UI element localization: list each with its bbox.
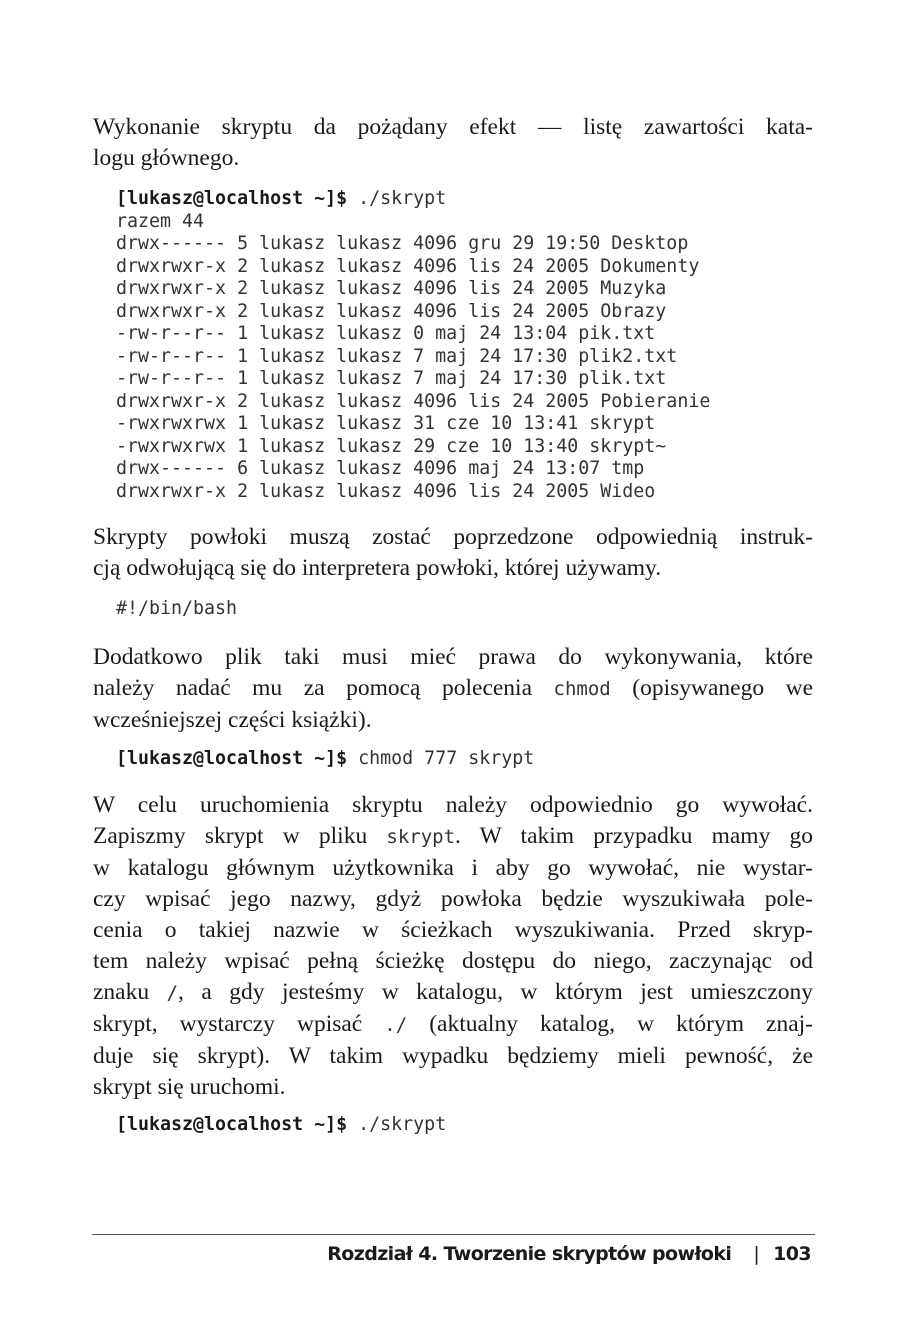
page-footer xyxy=(327,1241,811,1267)
text-line: czy wpisać jego nazwy, gdyż powłoka będzie wyszukiwała pole- xyxy=(93,886,813,912)
inline-code: / xyxy=(166,982,179,1004)
output-line: razem 44 xyxy=(116,210,205,232)
output-line: drwxrwxr-x 2 lukasz lukasz 4096 lis 24 2005 Muzyka xyxy=(116,278,667,299)
text-fragment: znaku xyxy=(93,979,167,1005)
text-line: tem należy wpisać pełną ścieżkę dostępu do niego, zaczynając od xyxy=(93,948,813,974)
text-line: Skrypty powłoki muszą zostać poprzedzone odpowiednią instruk- xyxy=(93,524,813,550)
text-fragment: (opisywanego we xyxy=(610,675,814,701)
inline-code: chmod xyxy=(553,678,611,700)
inline-code: ./ xyxy=(384,1014,408,1036)
text-line: cenia o takiej nazwie w ścieżkach wyszukiwania. Przed skryp- xyxy=(93,917,813,943)
text-line: cją odwołującą się do interpretera powłoki, której używamy. xyxy=(93,555,662,581)
shebang-line: #!/bin/bash xyxy=(116,598,238,619)
text-fragment: skrypt, wystarczy wpisać xyxy=(93,1011,385,1037)
text-line: Dodatkowo plik taki musi mieć prawa do wykonywania, które xyxy=(93,644,813,670)
text-line: W celu uruchomienia skryptu należy odpowiednio go wywołać. xyxy=(93,792,813,818)
output-line: -rw-r--r-- 1 lukasz lukasz 7 maj 24 17:30 plik.txt xyxy=(116,368,667,389)
footer-divider xyxy=(92,1234,815,1235)
output-line: -rw-r--r-- 1 lukasz lukasz 0 maj 24 13:04 pik.txt xyxy=(116,323,656,344)
text-fragment: Zapiszmy skrypt w pliku xyxy=(93,823,387,849)
paragraph-intro xyxy=(93,112,813,174)
text-line: Wykonanie skryptu da pożądany efekt — listę zawartości kata- xyxy=(93,114,813,140)
text-line: wcześniejszej części książki). xyxy=(93,707,372,733)
text-line: logu głównego. xyxy=(93,145,240,171)
output-line: drwx------ 6 lukasz lukasz 4096 maj 24 13:07 tmp xyxy=(116,458,645,479)
shell-prompt: [lukasz@localhost ~]$ xyxy=(116,748,348,769)
output-line: drwxrwxr-x 2 lukasz lukasz 4096 lis 24 2005 Dokumenty xyxy=(116,255,700,277)
output-line: drwxrwxr-x 2 lukasz lukasz 4096 lis 24 2005 Obrazy xyxy=(116,300,667,322)
text-fragment: , a gdy jesteśmy w katalogu, w którym jest umieszczony xyxy=(178,979,813,1005)
shell-command: ./skrypt xyxy=(347,1114,447,1135)
output-line: -rwxrwxrwx 1 lukasz lukasz 31 cze 10 13:41 skrypt xyxy=(116,413,656,434)
text-fragment: należy nadać mu za pomocą polecenia xyxy=(93,675,554,701)
shell-prompt: [lukasz@localhost ~]$ xyxy=(116,1114,348,1135)
footer-separator: | xyxy=(753,1243,760,1265)
text-fragment: . W takim przypadku mamy go xyxy=(455,823,813,849)
output-line: drwxrwxr-x 2 lukasz lukasz 4096 lis 24 2005 Wideo xyxy=(116,480,656,502)
chapter-title: Rozdział 4. Tworzenie skryptów powłoki xyxy=(327,1243,732,1265)
shell-command: ./skrypt xyxy=(347,188,447,209)
text-line xyxy=(93,977,813,1009)
paragraph-shebang-intro xyxy=(93,522,813,584)
code-block-listing xyxy=(116,188,710,503)
text-fragment: (aktualny katalog, w którym znaj- xyxy=(407,1011,813,1037)
output-line: -rw-r--r-- 1 lukasz lukasz 7 maj 24 17:30 plik2.txt xyxy=(116,345,678,367)
text-line xyxy=(93,821,813,853)
text-line xyxy=(93,1009,813,1041)
inline-code: skrypt xyxy=(386,826,456,848)
text-line: duje się skrypt). W takim wypadku będziemy mieli pewność, że xyxy=(93,1043,813,1069)
page-number: 103 xyxy=(773,1243,811,1265)
text-line xyxy=(93,673,813,705)
text-line: skrypt się uruchomi. xyxy=(93,1074,286,1100)
paragraph-chmod-intro xyxy=(93,642,813,736)
shell-command: chmod 777 skrypt xyxy=(347,748,535,769)
paragraph-run-explanation xyxy=(93,790,813,1103)
output-line: drwx------ 5 lukasz lukasz 4096 gru 29 19:50 Desktop xyxy=(116,233,689,254)
output-line: -rwxrwxrwx 1 lukasz lukasz 29 cze 10 13:40 skrypt~ xyxy=(116,435,667,457)
text-line: w katalogu głównym użytkownika i aby go wywołać, nie wystar- xyxy=(93,855,813,881)
code-block-shebang xyxy=(116,598,237,621)
shell-prompt: [lukasz@localhost ~]$ xyxy=(116,188,348,209)
code-block-run xyxy=(116,1114,446,1137)
output-line: drwxrwxr-x 2 lukasz lukasz 4096 lis 24 2005 Pobieranie xyxy=(116,390,711,412)
code-block-chmod xyxy=(116,748,534,771)
